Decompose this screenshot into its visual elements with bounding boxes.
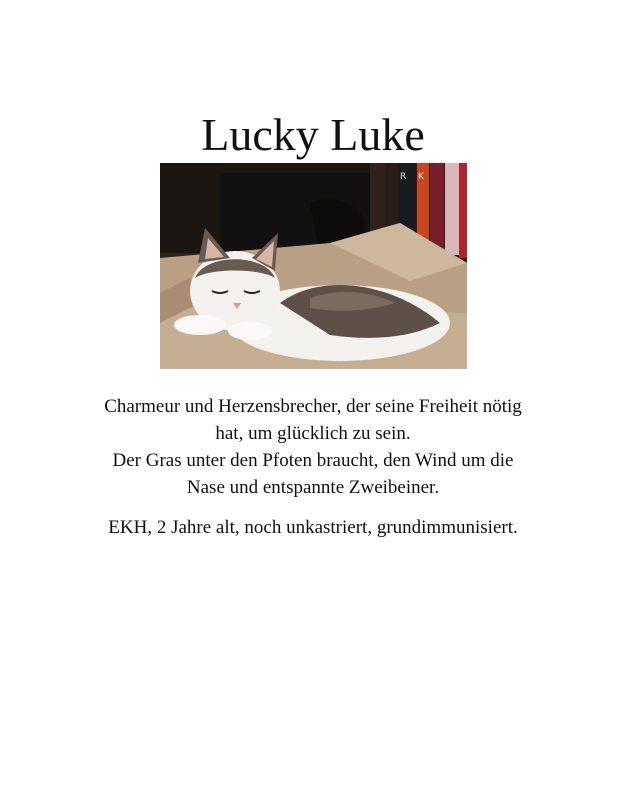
book-spine-letter-1: R [400, 172, 407, 182]
book-spine-letter-2: K [418, 172, 424, 182]
description-line: Charmeur und Herzensbrecher, der seine Freiheit nötig [104, 396, 522, 417]
description-line: hat, um glücklich zu sein. [215, 423, 411, 444]
description-line: Der Gras unter den Pfoten braucht, den Wind um die [112, 450, 514, 471]
description-line: Nase und entspannte Zweibeiner. [186, 477, 440, 498]
page-title: Lucky Luke [201, 109, 425, 160]
description [0, 393, 626, 501]
cat-photo [160, 163, 467, 369]
cat-facts: EKH, 2 Jahre alt, noch unkastriert, grundimmunisiert. [108, 517, 518, 538]
